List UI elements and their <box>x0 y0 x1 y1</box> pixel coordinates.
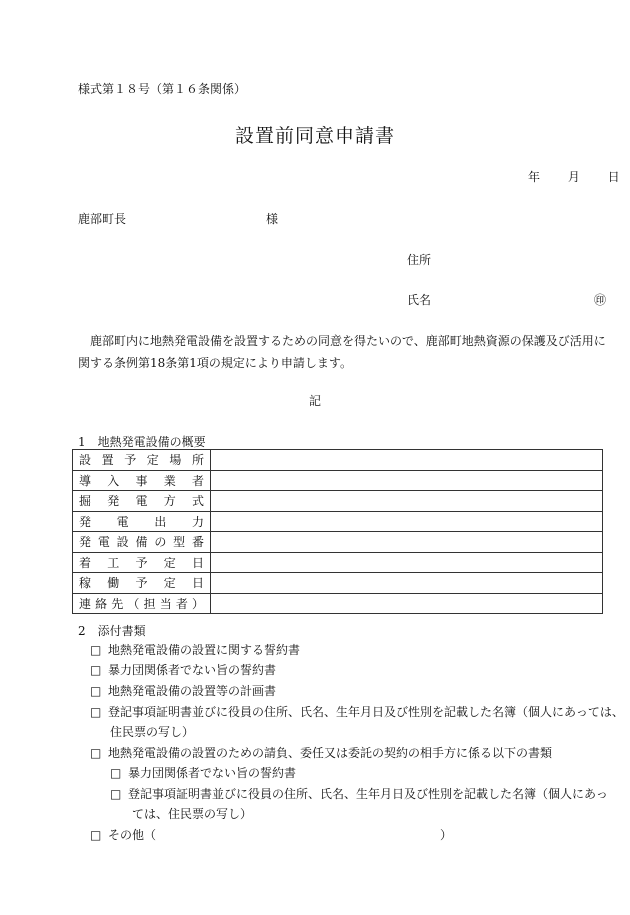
overview-row-label <box>73 593 211 614</box>
overview-row-label <box>73 573 211 594</box>
attachment-item[interactable] <box>90 661 276 678</box>
overview-row <box>73 552 603 573</box>
label-char: 日 <box>191 576 204 591</box>
overview-row-label <box>73 511 211 532</box>
label-char: 設 <box>79 453 92 468</box>
applicant-name-label: 氏名 <box>407 293 432 307</box>
checkbox-icon[interactable]: □ <box>90 705 102 719</box>
overview-row-label-text <box>79 472 204 489</box>
label-char: 設 <box>116 535 129 550</box>
overview-row-label-text <box>79 451 204 468</box>
attachment-item-label: 地熱発電設備の設置のための請負、委任又は委託の契約の相手方に係る以下の書類 <box>108 746 553 760</box>
label-char: 電 <box>116 514 129 529</box>
overview-table <box>72 449 603 614</box>
form-number: 様式第１８号（第１６条関係） <box>78 82 247 96</box>
attachment-subitem[interactable] <box>110 785 608 802</box>
date-day: 日 <box>607 170 620 184</box>
checkbox-icon[interactable]: □ <box>90 828 102 842</box>
section1-heading: 1 地熱発電設備の概要 <box>78 435 206 449</box>
ki-marker: 記 <box>308 394 321 408</box>
overview-row-label-text <box>79 574 204 591</box>
label-char: 担 <box>143 596 156 611</box>
checkbox-icon[interactable]: □ <box>90 643 102 657</box>
checkbox-icon[interactable]: □ <box>110 766 122 780</box>
label-char: 方 <box>163 494 176 509</box>
overview-row-value[interactable] <box>211 573 603 594</box>
attachment-item-continued: 住民票の写し） <box>110 725 195 739</box>
label-char: の <box>154 535 167 550</box>
label-char: 番 <box>191 535 204 550</box>
overview-row-value[interactable] <box>211 470 603 491</box>
label-char: 場 <box>169 453 182 468</box>
overview-row-value[interactable] <box>211 450 603 471</box>
label-char: 定 <box>163 555 176 570</box>
document-title: 設置前同意申請書 <box>234 125 395 147</box>
attachment-item[interactable] <box>90 744 552 761</box>
label-char: 予 <box>135 576 148 591</box>
overview-row-value[interactable] <box>211 552 603 573</box>
overview-row-value[interactable] <box>211 511 603 532</box>
label-char: 力 <box>191 514 204 529</box>
overview-row-label-text <box>79 513 204 530</box>
attachment-subitem-label: 登記事項証明書並びに役員の住所、氏名、生年月日及び性別を記載した名簿（個人にあっ <box>128 787 608 801</box>
label-char: 予 <box>135 555 148 570</box>
overview-row-label-text <box>79 533 204 550</box>
overview-row <box>73 511 603 532</box>
label-char: 出 <box>154 514 167 529</box>
attachment-item[interactable] <box>90 641 300 658</box>
label-char: 置 <box>101 453 114 468</box>
application-body-text: 鹿部町内に地熱発電設備を設置するための同意を得たいので、鹿部町地熱資源の保護及び活用に関する条例第18条第1項の規定により申請します。 <box>78 334 606 370</box>
label-char: 掘 <box>79 494 92 509</box>
overview-row <box>73 573 603 594</box>
attachment-subitem[interactable] <box>110 764 296 781</box>
attachment-item[interactable] <box>90 682 276 699</box>
attachment-subitem-label: 暴力団関係者でない旨の誓約書 <box>128 766 297 780</box>
label-char: 着 <box>79 555 92 570</box>
overview-row-value[interactable] <box>211 491 603 512</box>
attachment-item-label: 地熱発電設備の設置に関する誓約書 <box>108 643 301 657</box>
label-char: 工 <box>107 555 120 570</box>
label-char: 備 <box>135 535 148 550</box>
label-char: 定 <box>146 453 159 468</box>
overview-row-label <box>73 491 211 512</box>
overview-row-label-text <box>79 554 204 571</box>
overview-row-label <box>73 470 211 491</box>
label-char: 電 <box>97 535 110 550</box>
overview-row-label-text <box>79 595 204 612</box>
label-char: 発 <box>79 514 92 529</box>
label-char: 発 <box>79 535 92 550</box>
attachment-item-label: 暴力団関係者でない旨の誓約書 <box>108 663 277 677</box>
overview-row-label <box>73 552 211 573</box>
label-char: 者 <box>191 473 204 488</box>
other-label: その他（ <box>108 828 157 842</box>
overview-row-label <box>73 532 211 553</box>
label-char: 導 <box>79 473 92 488</box>
checkbox-icon[interactable]: □ <box>110 787 122 801</box>
date-month: 月 <box>567 170 580 184</box>
overview-row <box>73 491 603 512</box>
checkbox-icon[interactable]: □ <box>90 746 102 760</box>
label-char: 稼 <box>79 576 92 591</box>
attachment-item-label: 地熱発電設備の設置等の計画書 <box>108 684 277 698</box>
overview-row <box>73 450 603 471</box>
label-char: 発 <box>107 494 120 509</box>
applicant-address-label: 住所 <box>407 253 432 267</box>
attachment-item[interactable] <box>90 703 624 720</box>
label-char: 連 <box>79 596 92 611</box>
seal-mark: ㊞ <box>594 293 607 307</box>
label-char: 業 <box>163 473 176 488</box>
label-char: 電 <box>135 494 148 509</box>
label-char: 入 <box>107 473 120 488</box>
addressee-honorific: 様 <box>266 212 279 226</box>
overview-row-label <box>73 450 211 471</box>
label-char: 予 <box>124 453 137 468</box>
label-char: 日 <box>191 555 204 570</box>
addressee-name: 鹿部町長 <box>78 212 127 226</box>
overview-row-value[interactable] <box>211 532 603 553</box>
label-char: 者 <box>175 596 188 611</box>
label-char: 定 <box>163 576 176 591</box>
label-char: 絡 <box>95 596 108 611</box>
label-char: 働 <box>107 576 120 591</box>
overview-row <box>73 470 603 491</box>
label-char: ） <box>191 596 204 611</box>
label-char: 型 <box>173 535 186 550</box>
label-char: 先 <box>111 596 124 611</box>
date-year: 年 <box>528 170 541 184</box>
attachment-subitem-continued: ては、住民票の写し） <box>132 807 253 821</box>
overview-row <box>73 532 603 553</box>
label-char: 当 <box>159 596 172 611</box>
checkbox-icon[interactable]: □ <box>90 663 102 677</box>
other-close-paren: ） <box>440 828 453 842</box>
date-line <box>528 168 620 185</box>
overview-row-label-text <box>79 492 204 509</box>
section2-heading: 2 添付書類 <box>78 624 146 638</box>
label-char: 式 <box>191 494 204 509</box>
attachment-item-other[interactable] <box>90 826 452 843</box>
label-char: （ <box>127 596 140 611</box>
label-char: 事 <box>135 473 148 488</box>
overview-row-value[interactable] <box>211 593 603 614</box>
checkbox-icon[interactable]: □ <box>90 684 102 698</box>
attachment-item-label: 登記事項証明書並びに役員の住所、氏名、生年月日及び性別を記載した名簿（個人にあっては、 <box>108 705 624 719</box>
overview-row <box>73 593 603 614</box>
label-char: 所 <box>191 453 204 468</box>
